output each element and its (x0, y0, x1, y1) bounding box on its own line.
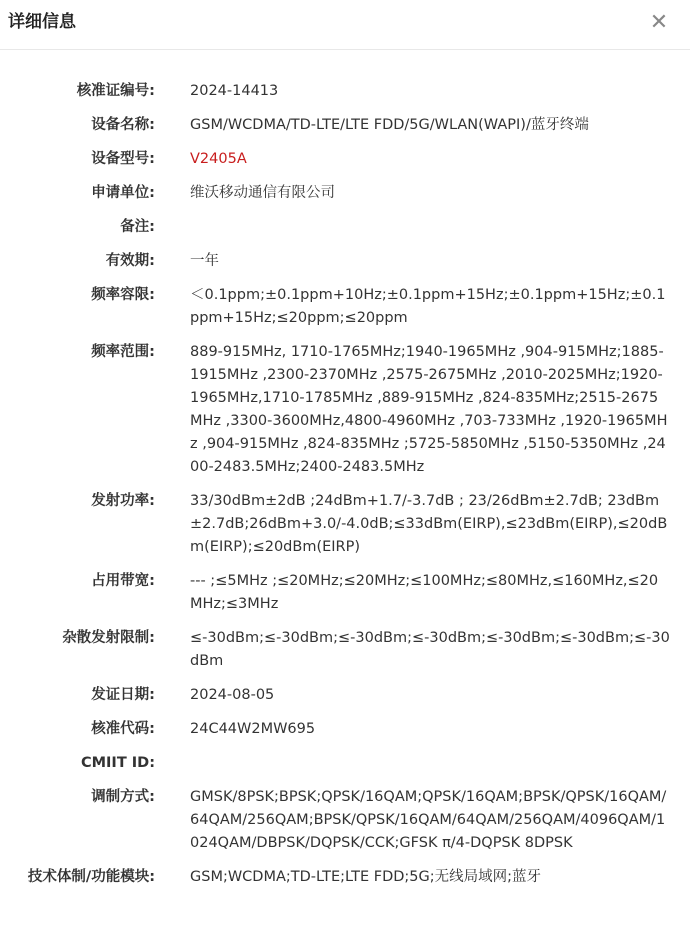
field-label: 频率范围: (91, 344, 155, 360)
field-label: 杂散发射限制: (62, 630, 155, 646)
field-label: 核准证编号: (76, 83, 155, 99)
field-label: 申请单位: (91, 185, 155, 201)
field-value (190, 752, 670, 775)
field-label: 设备名称: (91, 117, 155, 133)
field-value (190, 216, 670, 239)
field-label: 调制方式: (91, 789, 155, 805)
field-approval-code (0, 718, 690, 741)
field-label: 占用带宽: (91, 573, 155, 589)
field-value: GMSK/8PSK;BPSK;QPSK/16QAM;QPSK/16QAM;BPSK/QPSK/16QAM/64QAM/256QAM;BPSK/QPSK/16QAM/64QAM/256QAM/4096QAM/1024QAM/DBPSK/DQPSK/CCK;GFSK π/4-DQPSK 8DPSK (190, 789, 667, 851)
field-applicant (0, 182, 690, 205)
field-spurious-emission (0, 627, 690, 673)
field-value: 维沃移动通信有限公司 (190, 185, 335, 201)
field-value: 24C44W2MW695 (190, 721, 316, 737)
field-frequency-tolerance (0, 284, 690, 330)
field-label: 发证日期: (91, 687, 155, 703)
field-value: 2024-08-05 (190, 687, 275, 703)
field-value: 33/30dBm±2dB ;24dBm+1.7/-3.7dB ; 23/26dBm±2.7dB; 23dBm±2.7dB;26dBm+3.0/-4.0dB;≤33dBm(EIRP),≤23dBm(EIRP),≤20dBm(EIRP);≤20dBm(EIRP) (190, 493, 668, 555)
field-label: 设备型号: (91, 151, 155, 167)
field-value: V2405A (190, 151, 247, 167)
field-device-name (0, 114, 690, 137)
field-issue-date (0, 684, 690, 707)
dialog-header (0, 0, 690, 50)
dialog-title: 详细信息 (8, 12, 76, 32)
field-modulation (0, 786, 690, 855)
field-occupied-bandwidth (0, 570, 690, 616)
field-approval-number (0, 80, 690, 103)
field-value: GSM;WCDMA;TD-LTE;LTE FDD;5G;无线局域网;蓝牙 (190, 869, 542, 885)
field-validity (0, 250, 690, 273)
field-value: 889-915MHz, 1710-1765MHz;1940-1965MHz ,904-915MHz;1885-1915MHz ,2300-2370MHz ,2575-2675MHz ,2010-2025MHz;1920-1965MHz,1710-1785MHz ,889-915MHz ,824-835MHz;2515-2675MHz ,3300-3600MHz,4800-4960MHz ,703-733MHz ,1920-1965MHz ,904-915MHz ,824-835MHz ;5725-5850MHz ,5150-5350MHz ,2400-2483.5MHz;2400-2483.5MHz (190, 344, 668, 475)
field-value: ≤-30dBm;≤-30dBm;≤-30dBm;≤-30dBm;≤-30dBm;≤-30dBm;≤-30dBm (190, 630, 670, 669)
field-technology (0, 866, 690, 889)
field-label: 备注: (120, 219, 155, 235)
field-transmit-power (0, 490, 690, 559)
field-value: ＜0.1ppm;±0.1ppm+10Hz;±0.1ppm+15Hz;±0.1ppm+15Hz;±0.1ppm+15Hz;≤20ppm;≤20ppm (190, 287, 666, 326)
field-value: GSM/WCDMA/TD-LTE/LTE FDD/5G/WLAN(WAPI)/蓝牙终端 (190, 117, 589, 133)
field-label: CMIIT ID: (80, 755, 155, 771)
field-value: --- ;≤5MHz ;≤20MHz;≤20MHz;≤100MHz;≤80MHz,≤160MHz,≤20MHz;≤3MHz (190, 573, 659, 612)
close-icon[interactable]: ✕ (649, 10, 669, 35)
field-value: 一年 (190, 253, 219, 269)
field-label: 有效期: (105, 253, 155, 269)
field-remarks (0, 216, 690, 239)
field-frequency-range (0, 341, 690, 479)
field-cmiit-id (0, 752, 690, 775)
field-label: 发射功率: (91, 493, 155, 509)
field-label: 频率容限: (91, 287, 155, 303)
field-label: 技术体制/功能模块: (27, 869, 155, 885)
field-device-model (0, 148, 690, 171)
field-value: 2024-14413 (190, 83, 279, 99)
field-label: 核准代码: (91, 721, 155, 737)
detail-list (0, 80, 690, 900)
